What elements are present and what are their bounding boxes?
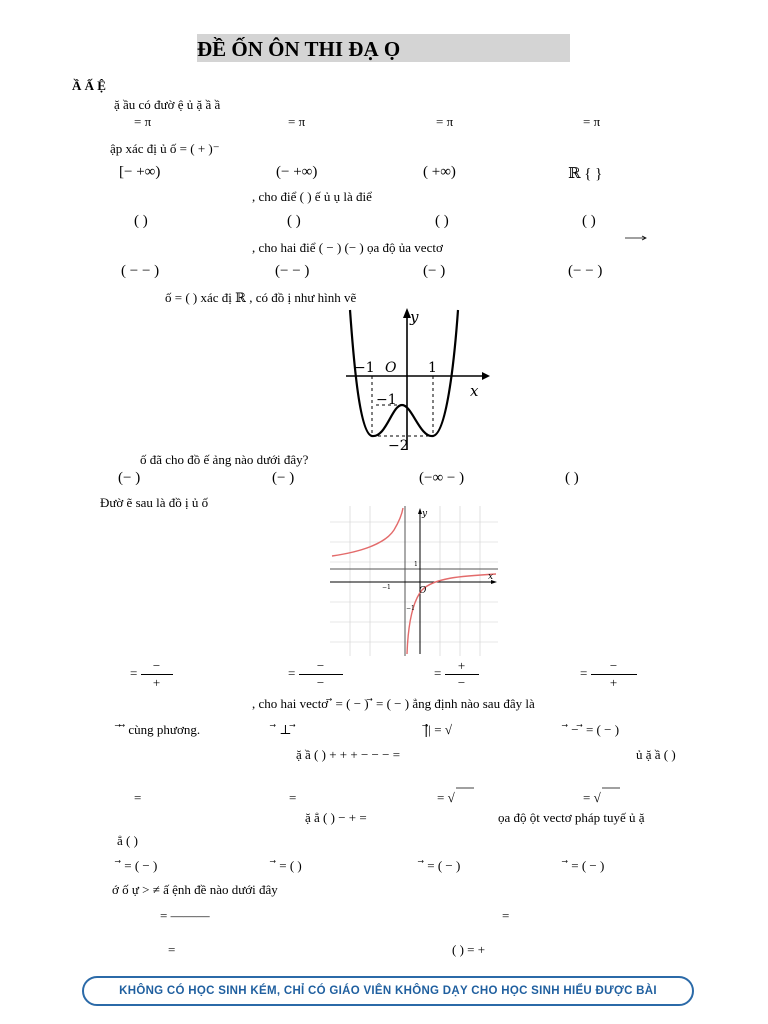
q1-option-c: = π [436, 114, 454, 129]
graph-label-x: x [470, 382, 479, 400]
graph-label-origin: O [385, 360, 397, 376]
q7-option-d: ⃗ − ⃗ = ( − ) [568, 722, 620, 737]
q10-stem: ớ ố ự > ≠ ấ ệnh đề nào dưới đây [112, 882, 278, 897]
q9-option-b: ⃗ = ( ) [276, 858, 302, 873]
q8-sqrt-bar-c [456, 786, 474, 790]
q4-option-a: ( − − ) [121, 263, 160, 279]
q2-stem: ập xác đị ủ ố = ( + )⁻ [110, 141, 220, 156]
hyperbola-left-branch [332, 508, 403, 556]
q8-option-a: = [134, 790, 142, 805]
q7-stem: , cho hai vectơ ⃗ = ( − ) ⃗ = ( − ) ẳng định nào sau đây là [252, 696, 535, 711]
q4-option-d: (− − ) [568, 263, 603, 279]
graph-label-y-minus1: −1 [406, 605, 415, 612]
q4-option-c: (− ) [423, 263, 446, 279]
graph-label-x-minus1: −1 [354, 360, 375, 376]
q3-option-b: ( ) [287, 213, 301, 229]
q3-option-d: ( ) [582, 213, 596, 229]
q8-sqrt-bar-d [602, 786, 620, 790]
q1-option-d: = π [583, 114, 601, 129]
q2-option-c: ( +∞) [423, 164, 456, 180]
q5-option-c: (−∞ − ) [419, 470, 465, 486]
q9-stem: ặ ẳ ( ) − + = [305, 810, 367, 825]
q1-stem: ặ ầu có đườ ệ ủ ặ ầ ầ [114, 97, 221, 112]
q6-option-a: = $\frac{-}{+}$ [130, 658, 173, 691]
q6-stem: Đườ ẽ sau là đồ ị ủ ố [100, 495, 209, 510]
q9-tail: ọa độ ột vectơ pháp tuyế ủ ặ [498, 810, 645, 825]
graph-label-x-minus1: −1 [382, 584, 391, 591]
q10-option-b: = [502, 908, 510, 923]
q3-stem: , cho điể ( ) ế ủ ụ là điể [252, 189, 372, 204]
footer-text: KHÔNG CÓ HỌC SINH KÉM, CHỈ CÓ GIÁO VIÊN KHÔNG DẠY CHO HỌC SINH HIỂU ĐƯỢC BÀI [119, 985, 657, 997]
q5-stem: ố = ( ) xác đị ℝ , có đồ ị như hình vẽ [165, 290, 357, 305]
graph-label-y: y [410, 308, 419, 326]
section-heading: Ầ Ấ Ệ [72, 78, 106, 93]
q5-option-d: ( ) [565, 470, 579, 486]
q9-line2: ẳ ( ) [117, 833, 138, 848]
q3-option-c: ( ) [435, 213, 449, 229]
q2-option-a: [− +∞) [119, 164, 161, 180]
q5-option-b: (− ) [272, 470, 295, 486]
q1-option-b: = π [288, 114, 306, 129]
q9-option-d: ⃗ = ( − ) [568, 858, 605, 873]
q10-option-a: = ——— [160, 908, 210, 923]
q5-option-a: (− ) [118, 470, 141, 486]
graph-label-x: x [488, 572, 494, 582]
graph-label-y-1: 1 [414, 561, 418, 568]
q8-tail: ủ ặ ầ ( ) [636, 747, 676, 762]
q3-option-a: ( ) [134, 213, 148, 229]
q6-option-d: = $\frac{-}{+}$ [580, 658, 637, 691]
page-title: ĐỀ ỐN ÔN THI ĐẠ Ọ [197, 37, 401, 61]
vector-arrow-icon [624, 234, 648, 242]
graph-label-origin: O [419, 586, 427, 596]
graph-label-y: y [422, 509, 428, 519]
q9-option-a: ⃗ = ( − ) [121, 858, 158, 873]
graph-label-y-minus2: −2 [388, 438, 409, 452]
q10-option-d: ( ) = + [452, 942, 486, 957]
q9-option-c: ⃗ = ( − ) [424, 858, 461, 873]
q6-option-b: = $\frac{-}{-}$ [288, 658, 343, 691]
q1-option-a: = π [134, 114, 152, 129]
q10-option-c: = [168, 942, 176, 957]
q2-option-b: (− +∞) [276, 164, 318, 180]
q7-option-c: |⃗| = √ [424, 722, 452, 737]
q2-option-d: ℝ { } [568, 166, 603, 182]
q8-option-c: = √ [437, 790, 455, 805]
q8-stem: ặ ầ ( ) + + + − − − = [296, 747, 401, 762]
q7-option-b: ⃗ ⊥ ⃗ [276, 722, 296, 737]
q5-function-graph [340, 306, 490, 452]
q6-option-c: = $\frac{+}{-}$ [434, 658, 479, 691]
q6-hyperbola-graph [330, 506, 498, 656]
q4-option-b: (− − ) [275, 263, 310, 279]
q8-option-b: = [289, 790, 297, 805]
footer-slogan [82, 976, 694, 1006]
q5-after-text: ố đã cho đồ ế ảng nào dưới đây? [140, 452, 309, 467]
q7-option-a: ⃗ ⃗ cùng phương. [121, 722, 201, 737]
q4-stem: , cho hai điể ( − ) (− ) ọa độ ủa vectơ [252, 240, 443, 255]
q8-option-d: = √ [583, 790, 601, 805]
graph-label-y-minus1: −1 [376, 392, 397, 408]
graph-label-x-plus1: 1 [428, 360, 437, 376]
